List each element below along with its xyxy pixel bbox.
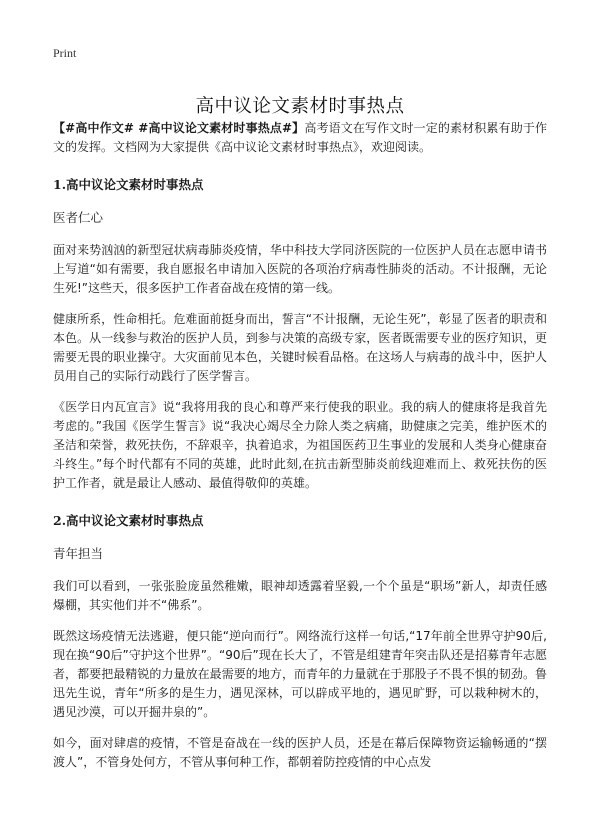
intro-bold-lead: 【#高中作文# #高中议论文素材时事热点#】 [53, 121, 305, 135]
print-label: Print [53, 46, 77, 60]
intro-text: 高考语文在写作文时一定的素材积累有助于作文的发挥。文档网为大家提供《高中议论文素材时事热点》，欢迎阅读。 [53, 121, 547, 154]
section-2-paragraph-2: 既然这场疫情无法逃避，便只能“逆向而行”。网络流行这样一句话,“17年前全世界守护90后,现在换“90后”守护这个世界”。“90后”现在长大了，不管是组建青年突击队还是招募青年志愿者，都要把最精锐的力量放在最需要的地方，而青年的力量就在于那股子不畏不惧的韧劲。鲁迅先生说，青年“所多的是生力，遇见深林，可以辟成平地的，遇见旷野，可以栽种树木的，遇见沙漠，可以开掘井泉的”。 [53, 629, 547, 719]
section-1-paragraph-2: 健康所系，性命相托。危难面前挺身而出，誓言“不计报酬，无论生死”，彰显了医者的职责和本色。从一线参与救治的医护人员，到参与决策的高级专家，医者既需要专业的医疗知识，更需要无畏的职业操守。大灾面前见本色，关键时候看品格。在这场人与病毒的战斗中，医护人员用自己的实际行动践行了医学誓言。 [53, 312, 547, 383]
section-1-paragraph-1: 面对来势汹汹的新型冠状病毒肺炎疫情，华中科技大学同济医院的一位医护人员在志愿申请书上写道“如有需要，我自愿报名申请加入医院的各项治疗病毒性肺炎的活动。不计报酬，无论生死!”这些天，很多医护工作者奋战在疫情的第一线。 [53, 243, 547, 295]
document-body [53, 119, 547, 784]
section-1-paragraph-3: 《医学日内瓦宣言》说“我将用我的良心和尊严来行使我的职业。我的病人的健康将是我首先考虑的。”我国《医学生誓言》说“我决心竭尽全力除人类之病痛，助健康之完美，维护医术的圣洁和荣誉，救死扶伤，不辞艰辛，执着追求，为祖国医药卫生事业的发展和人类身心健康奋斗终生。”每个时代都有不同的英雄，此时此刻,在抗击新型肺炎前线迎难而上、救死扶伤的医护工作者，就是最让人感动、最值得敬仰的英雄。 [53, 400, 547, 490]
section-subheading-1: 医者仁心 [53, 210, 104, 225]
section-subheading-2: 青年担当 [53, 546, 104, 561]
section-heading-1: 1.高中议论文素材时事热点 [53, 177, 204, 192]
section-2-paragraph-1: 我们可以看到，一张张脸庞虽然稚嫩，眼神却透露着坚毅,一个个虽是“职场”新人，却责任感爆棚，其实他们并不“佛系”。 [53, 579, 547, 612]
section-2-paragraph-3: 如今，面对肆虐的疫情，不管是奋战在一线的医护人员，还是在幕后保障物资运输畅通的“摆渡人”，不管身处何方，不管从事何种工作，都朝着防控疫情的中心点发 [53, 736, 547, 769]
intro-paragraph [53, 119, 547, 157]
section-heading-2: 2.高中议论文素材时事热点 [53, 513, 204, 528]
page-title: 高中议论文素材时事热点 [195, 96, 405, 118]
